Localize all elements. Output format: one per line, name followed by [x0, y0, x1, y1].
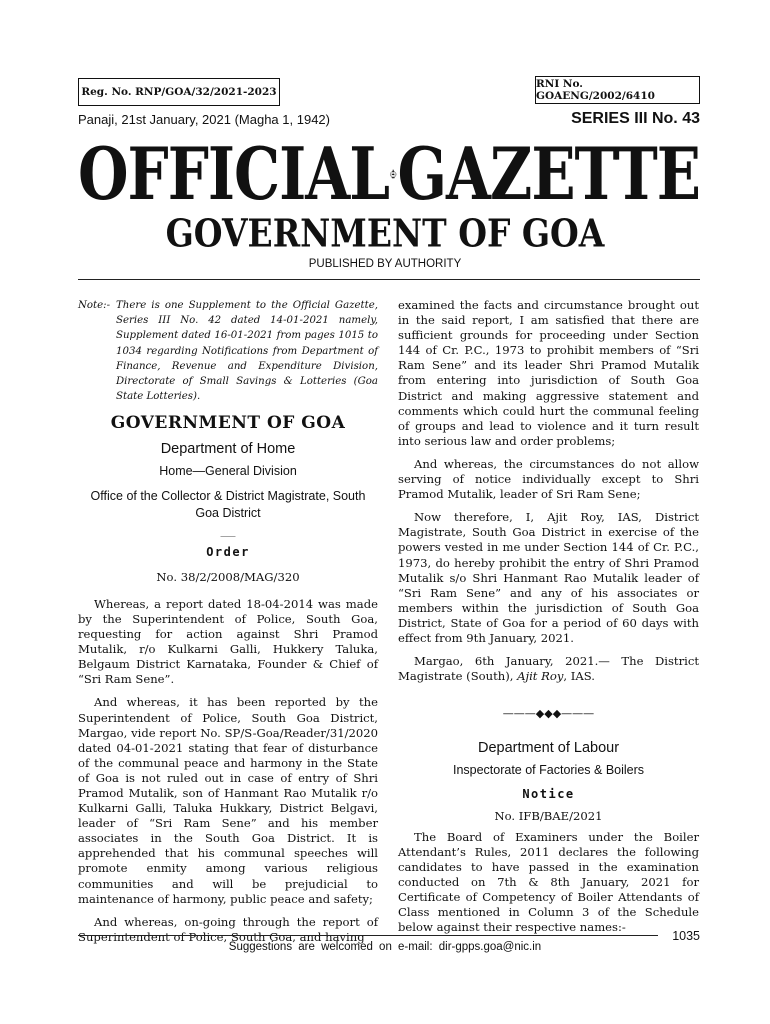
order-paragraph: Now therefore, I, Ajit Roy, IAS, District Magistrate, South Goa District in exercise of the powers vested in me under Section 144 of Cr. P.C., 1973, do hereby prohibit the entry of Shri Pramod Mutalik s/o Shri Hanmant Rao Mutalik leader of “Sri Ram Sene” and any of his associates or members within the jurisdiction of South Goa District, State of Goa for a period of 60 days with effect from 9th January, 2021. — [398, 510, 699, 645]
order-heading: Order — [206, 544, 250, 559]
header-rule — [78, 279, 700, 280]
order-paragraph: And whereas, the circumstances do not allow serving of notice individually except to Shri Pramod Mutalik, leader of Sri Ram Sene; — [398, 456, 699, 502]
department-labour-heading: Department of Labour — [477, 740, 620, 757]
reg-number-box — [78, 78, 280, 106]
right-column — [398, 298, 699, 943]
order-paragraph: Whereas, a report dated 18-04-2014 was made by the Superintendent of Police, South Goa, requesting for action against Shri Pramod Mutalik, r/o Kulkarni Galli, Hukkery Taluka, Belgaum District Karnataka, Founder & Chief of “Sri Ram Sene”. — [78, 596, 378, 687]
order-paragraph: And whereas, on-going through the report of Superintendent of Police, South Goa, and having — [78, 914, 378, 944]
government-title: GOVERNMENT OF GOA — [165, 211, 605, 256]
note-text: There is one Supplement to the Official Gazette, Series III No. 42 dated 14-01-2021 namely, Supplement dated 16-01-2021 from pages 1015 to 1034 regarding Notifications from Department of Finance, Revenue and Expenditure Division, Directorate of Small Savings & Lotteries (Goa State Lotteries). — [116, 300, 378, 403]
signoff-prefix: Margao, 6th January, 2021.— The District Magistrate (South), — [398, 654, 699, 684]
state-emblem-icon — [389, 135, 397, 213]
office-heading: Office of the Collector & District Magistrate, South Goa District — [90, 488, 366, 520]
notice-heading: Notice — [522, 787, 575, 802]
series-number: SERIES III No. 43 — [571, 110, 700, 127]
masthead-left: OFFICIAL — [78, 131, 390, 217]
order-paragraph: examined the facts and circumstance brought out in the said report, I am satisfied that there are sufficient grounds for proceeding under Section 144 of Cr. P.C., 1973 to prohibit members of “Sri Ram Sene” and its leader Shri Pramod Mutalik from entering into jurisdiction of South Goa District and making aggressive statement and comments which could hurt the communal feeling of groups and lead to violence and it turn result into serious law and order problems; — [398, 298, 699, 448]
separator: ___ — [220, 525, 236, 537]
order-signoff — [398, 654, 699, 684]
department-home-heading: Department of Home — [160, 440, 296, 457]
signoff-suffix: , IAS. — [563, 669, 595, 684]
published-by-authority: PUBLISHED BY AUTHORITY — [308, 258, 462, 270]
section-divider: ———◆◆◆——— — [502, 707, 595, 721]
masthead-right: GAZETTE — [397, 131, 700, 217]
rni-number-box — [535, 76, 700, 104]
notice-number: No. IFB/BAE/2021 — [494, 808, 603, 823]
reg-number: Reg. No. RNP/GOA/32/2021-2023 — [81, 86, 277, 98]
left-column — [78, 298, 378, 953]
dateline: Panaji, 21st January, 2021 (Magha 1, 1942) — [78, 112, 330, 127]
order-paragraph: And whereas, it has been reported by the Superintendent of Police, South Goa District, Margao, vide report No. SP/S-Goa/Reader/31/2020 dated 04-01-2021 stating that fear of disturbance of the communal peace and harmony in the State of Goa is not ruled out in case of entry of Shri Pramod Mutalik, son of Hanmant Rao Mutalik r/o Kulkarni Galli, Taluka Hukkary, District Belgavi, leader of “Sri Ram Sene” and his member associates in the South Goa District. It is apprehended that his communal speeches will promote enmity among various religious communities and will be prejudicial to maintenance of harmony, public peace and safety; — [78, 695, 378, 906]
section-government-heading: GOVERNMENT OF GOA — [110, 413, 346, 434]
rni-number: RNI No. GOAENG/2002/6410 — [536, 78, 655, 102]
footer-suggestions: Suggestions are welcomed on e-mail: dir-gpps.goa@nic.in — [228, 941, 542, 953]
division-heading: Home—General Division — [159, 463, 297, 478]
order-number: No. 38/2/2008/MAG/320 — [156, 569, 300, 584]
signoff-name: Ajit Roy — [517, 669, 564, 684]
footer-rule — [78, 935, 658, 936]
page-number: 1035 — [672, 929, 700, 943]
notice-paragraph: The Board of Examiners under the Boiler Attendant’s Rules, 2011 declares the following candidates to have passed in the examination conducted on 7th & 8th January, 2021 for Certificate of Competency of Boiler Attendants of Class mentioned in Column 3 of the Schedule below against their respective names:- — [398, 829, 699, 935]
masthead — [78, 131, 700, 217]
note-label: Note:- — [78, 300, 111, 311]
supplement-note — [78, 298, 378, 404]
inspectorate-heading: Inspectorate of Factories & Boilers — [452, 763, 645, 778]
